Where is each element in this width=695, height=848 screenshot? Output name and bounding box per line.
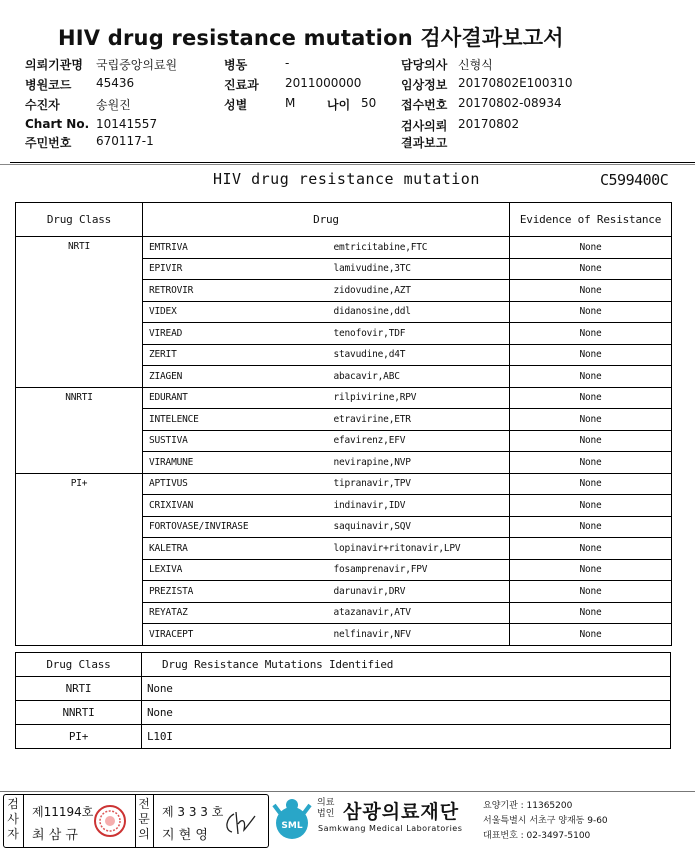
- generic-name-cell: tenofovir,TDF: [324, 323, 510, 345]
- org-type-char: 의료: [317, 798, 335, 808]
- vertical-label-char: 의: [138, 827, 150, 841]
- field-col1-0-value: 국립중앙의료원: [96, 58, 178, 72]
- table-row: [16, 725, 671, 749]
- brand-name-cell: INTELENCE: [143, 409, 324, 431]
- generic-name-cell: tipranavir,TPV: [324, 473, 510, 495]
- field-col3-4-key: 결과보고: [401, 136, 448, 150]
- generic-name-cell: etravirine,ETR: [324, 409, 510, 431]
- field-col1-1-value: 45436: [96, 76, 135, 90]
- generic-name-cell: saquinavir,SQV: [324, 516, 510, 538]
- field-col2-1-key: 진료과: [224, 78, 259, 92]
- org-english-name: Samkwang Medical Laboratories: [318, 824, 463, 833]
- evidence-cell: None: [510, 538, 672, 560]
- field-col3-2-label: [401, 96, 447, 113]
- header-drug-class: Drug Class: [16, 653, 142, 677]
- examiner-license: 제11194호: [32, 805, 94, 819]
- generic-name-cell: darunavir,DRV: [324, 581, 510, 603]
- evidence-cell: None: [510, 258, 672, 280]
- header-evidence: Evidence of Resistance: [510, 203, 672, 237]
- brand-name-cell: CRIXIVAN: [143, 495, 324, 517]
- footer-divider: [0, 791, 695, 792]
- examiner-label: [6, 797, 20, 842]
- generic-name-cell: indinavir,IDV: [324, 495, 510, 517]
- brand-name-cell: FORTOVASE/INVIRASE: [143, 516, 324, 538]
- field-age-key: 나이: [327, 98, 351, 112]
- drug-class-cell: PI+: [16, 725, 142, 749]
- field-col1-1-key: 병원코드: [25, 78, 72, 92]
- sml-logo-icon: [270, 795, 314, 841]
- drug-resistance-table: [15, 202, 672, 646]
- field-col3-3-value: 20170802: [458, 117, 520, 131]
- generic-name-cell: didanosine,ddl: [324, 301, 510, 323]
- evidence-cell: None: [579, 628, 602, 640]
- mutations-cell: None: [142, 701, 671, 725]
- field-col3-3-label: [401, 117, 447, 134]
- field-col2-2-key: 성별: [224, 98, 248, 112]
- sig-sep-3: [153, 794, 154, 847]
- brand-name-cell: LEXIVA: [143, 559, 324, 581]
- evidence-cell: None: [510, 301, 672, 323]
- vertical-label-char: 문: [138, 812, 150, 826]
- field-age-label: [327, 96, 350, 113]
- generic-name-cell: lopinavir+ritonavir,LPV: [324, 538, 510, 560]
- evidence-cell: None: [510, 387, 672, 409]
- evidence-cell: None: [510, 581, 672, 603]
- table-row: [16, 701, 671, 725]
- document-title: HIV drug resistance mutation 검사결과보고서: [58, 26, 564, 50]
- specialist-label: [137, 797, 151, 842]
- examiner-name: 최 삼 규: [32, 828, 78, 843]
- field-col3-1-value: 20170802E100310: [458, 76, 573, 90]
- field-col1-2-value: 송원진: [96, 98, 131, 112]
- drug-class-cell: NRTI: [16, 237, 143, 388]
- field-col1-2-key: 수진자: [25, 98, 60, 112]
- field-col1-0-key: 의뢰기관명: [25, 58, 83, 72]
- field-col1-0-label: [25, 56, 83, 73]
- field-col1-2-label: [25, 96, 60, 113]
- generic-name-cell: rilpivirine,RPV: [324, 387, 510, 409]
- report-title: HIV drug resistance mutation: [213, 170, 480, 188]
- generic-name-cell: emtricitabine,FTC: [324, 237, 510, 259]
- svg-text:SML: SML: [281, 821, 303, 831]
- official-seal-stamp: [93, 804, 127, 838]
- drug-class-cell: NNRTI: [16, 387, 143, 473]
- generic-name-cell: efavirenz,EFV: [324, 430, 510, 452]
- brand-name-cell: EMTRIVA: [143, 237, 324, 259]
- evidence-cell: None: [510, 430, 672, 452]
- brand-name-cell: KALETRA: [143, 538, 324, 560]
- field-col3-4-label: [401, 134, 447, 151]
- brand-name-cell: SUSTIVA: [143, 430, 324, 452]
- field-col2-2-value: M: [285, 96, 296, 110]
- vertical-label-char: 검: [7, 797, 19, 811]
- org-name: 삼광의료재단: [343, 801, 460, 823]
- evidence-cell: None: [510, 323, 672, 345]
- field-col1-3-label: [25, 117, 89, 131]
- handwritten-signature: [222, 808, 258, 838]
- vertical-label-char: 자: [7, 827, 19, 841]
- specialist-name: 지 현 영: [162, 828, 208, 843]
- mutations-identified-table: [15, 652, 671, 749]
- vertical-label-char: 전: [138, 797, 150, 811]
- field-col3-0-value: 신형식: [458, 58, 493, 72]
- brand-name-cell: VIREAD: [143, 323, 324, 345]
- header-divider-top: [10, 162, 695, 163]
- brand-name-cell: EPIVIR: [143, 258, 324, 280]
- brand-name-cell: APTIVUS: [143, 473, 324, 495]
- table2-header-row: [16, 653, 671, 677]
- table-row: [16, 237, 672, 259]
- generic-name-cell: zidovudine,AZT: [324, 280, 510, 302]
- drug-class-cell: NRTI: [16, 677, 142, 701]
- org-type-char: 법인: [317, 809, 335, 819]
- evidence-cell: None: [510, 602, 672, 624]
- field-col1-4-value: 670117-1: [96, 134, 154, 148]
- field-col2-2-label: [224, 96, 247, 113]
- header-drug: Drug: [143, 203, 510, 237]
- field-col3-1-label: [401, 76, 447, 93]
- field-col3-2-key: 접수번호: [401, 98, 448, 112]
- evidence-cell: None: [510, 452, 672, 474]
- field-age-value: 50: [361, 96, 377, 110]
- brand-name-cell: ZIAGEN: [143, 366, 324, 388]
- generic-name-cell: atazanavir,ATV: [324, 602, 510, 624]
- header-mutations: Drug Resistance Mutations Identified: [142, 653, 671, 677]
- brand-name-cell: EDURANT: [143, 387, 324, 409]
- field-col1-4-label: [25, 134, 71, 151]
- field-col2-0-value: -: [285, 56, 290, 70]
- specialist-license: 제 3 3 3 호: [162, 805, 224, 819]
- table-row: [16, 473, 672, 495]
- generic-name-cell: nevirapine,NVP: [324, 452, 510, 474]
- org-type-label: [317, 798, 334, 820]
- brand-name-cell: RETROVIR: [143, 280, 324, 302]
- drug-class-cell: PI+: [16, 473, 143, 645]
- field-col3-3-key: 검사의뢰: [401, 119, 448, 133]
- field-col2-0-label: [224, 56, 247, 73]
- evidence-cell: None: [510, 280, 672, 302]
- generic-name-cell: fosamprenavir,FPV: [324, 559, 510, 581]
- field-col2-1-value: 2011000000: [285, 76, 362, 90]
- brand-name-cell: VIDEX: [143, 301, 324, 323]
- field-col1-4-key: 주민번호: [25, 136, 72, 150]
- field-col3-2-value: 20170802-08934: [458, 96, 562, 110]
- field-col1-3-value: 10141557: [96, 117, 158, 131]
- generic-name-cell: abacavir,ABC: [324, 366, 510, 388]
- org-info-license: 요양기관 : 11365200: [483, 801, 573, 811]
- evidence-cell: None: [510, 559, 672, 581]
- sig-sep-1: [23, 794, 24, 847]
- brand-name-cell: ZERIT: [143, 344, 324, 366]
- table-row: [16, 677, 671, 701]
- vertical-label-char: 사: [7, 812, 19, 826]
- sig-sep-2: [135, 794, 136, 847]
- evidence-cell: None: [510, 344, 672, 366]
- brand-name-cell: VIRACEPT: [149, 628, 194, 640]
- header-divider-bottom: [0, 164, 695, 165]
- field-col3-0-key: 담당의사: [401, 58, 448, 72]
- evidence-cell: None: [510, 409, 672, 431]
- evidence-cell: None: [510, 237, 672, 259]
- evidence-cell: None: [510, 366, 672, 388]
- org-info-phone: 대표번호 : 02-3497-5100: [483, 831, 591, 841]
- mutations-cell: L10I: [147, 730, 173, 743]
- mutations-cell: None: [142, 677, 671, 701]
- evidence-cell: None: [510, 495, 672, 517]
- generic-name-cell: stavudine,d4T: [324, 344, 510, 366]
- field-col2-0-key: 병동: [224, 58, 248, 72]
- field-col3-1-key: 임상정보: [401, 78, 448, 92]
- report-code: C599400C: [600, 171, 669, 189]
- evidence-cell: None: [510, 516, 672, 538]
- field-col3-0-label: [401, 56, 447, 73]
- brand-name-cell: REYATAZ: [143, 602, 324, 624]
- table-row: [16, 387, 672, 409]
- generic-name-cell: nelfinavir,NFV: [324, 624, 510, 646]
- header-drug-class: Drug Class: [16, 203, 143, 237]
- brand-name-cell: PREZISTA: [143, 581, 324, 603]
- field-col2-1-label: [224, 76, 259, 93]
- drug-class-cell: NNRTI: [16, 701, 142, 725]
- evidence-cell: None: [510, 473, 672, 495]
- field-col1-1-label: [25, 76, 71, 93]
- org-info-address: 서울특별시 서초구 양재동 9-60: [483, 816, 608, 826]
- brand-name-cell: VIRAMUNE: [143, 452, 324, 474]
- generic-name-cell: lamivudine,3TC: [324, 258, 510, 280]
- field-col1-3-key: Chart No.: [25, 117, 90, 131]
